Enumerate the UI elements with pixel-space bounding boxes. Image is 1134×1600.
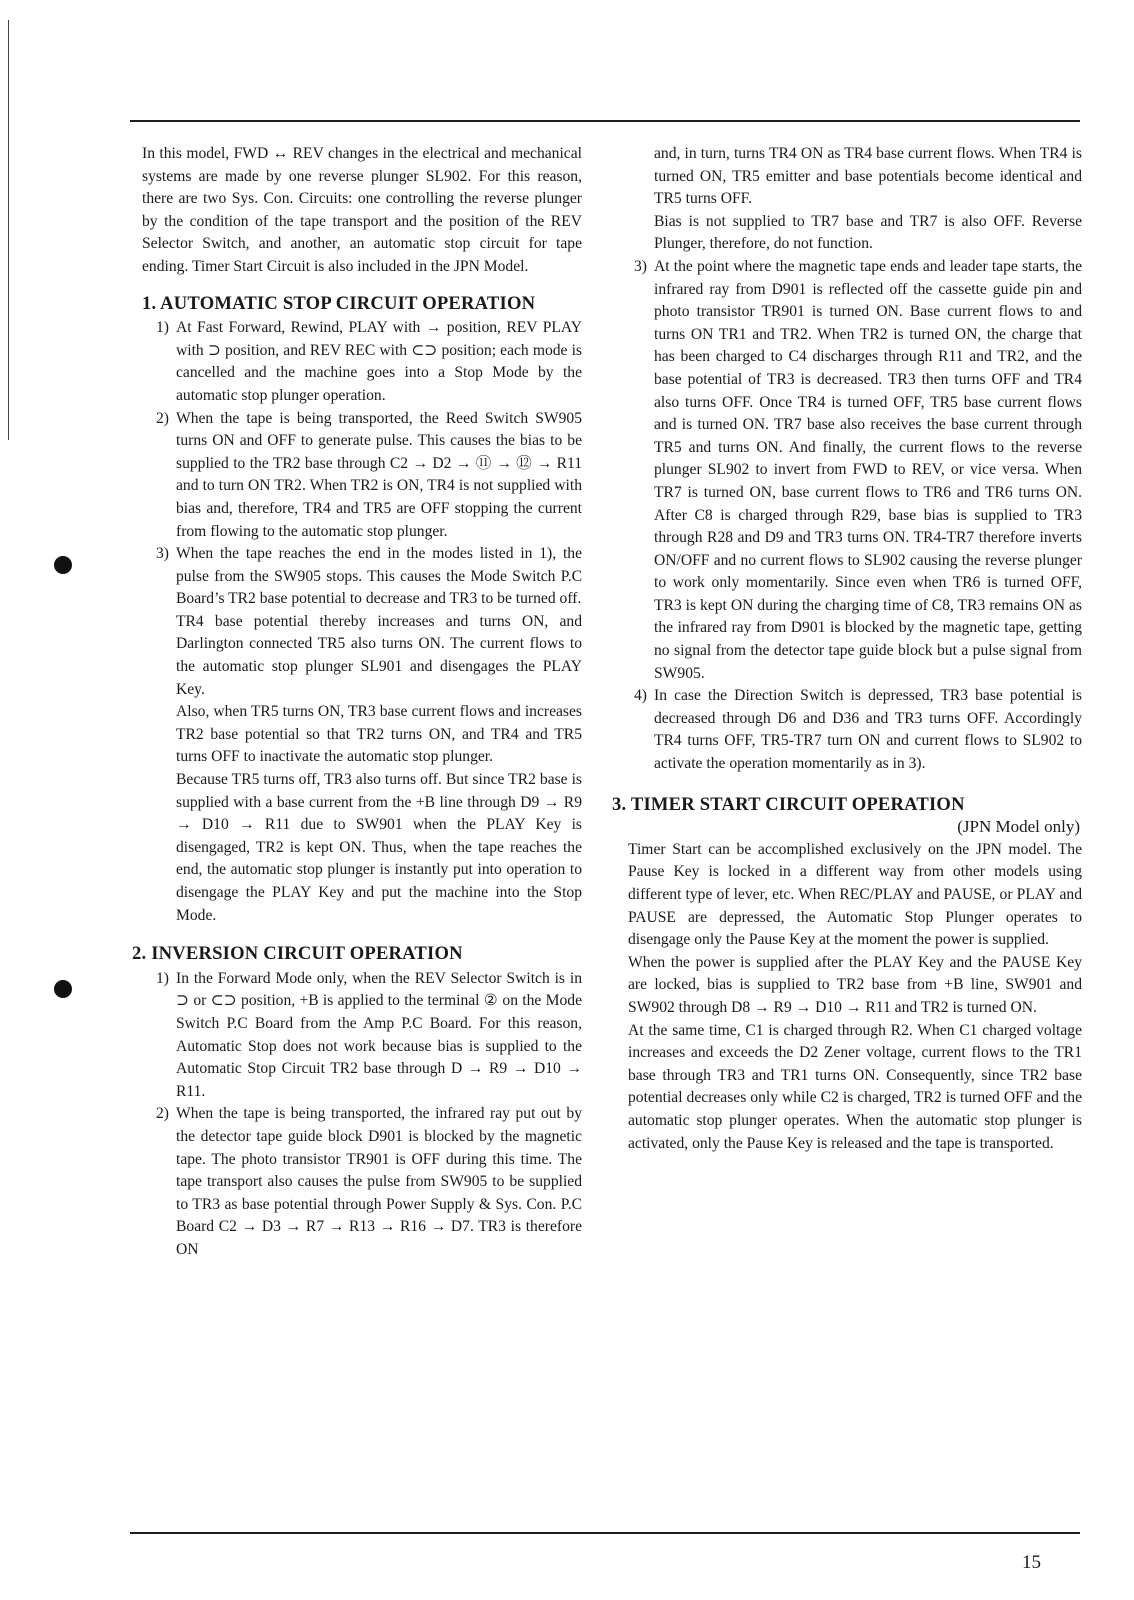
item-number: 1) bbox=[156, 319, 169, 337]
paragraph: At the same time, C1 is charged through R2. When C1 charged voltage increases and exceeds the D2 Zener voltage, current flows to the TR1 base through TR3 and TR1 turns ON. Consequently, since TR2 base potential decreases only while C2 is charged, TR2 is turned OFF and the automatic stop plunger operates. When the automatic stop plunger is activated, only the Pause Key is released and the tape is transported. bbox=[628, 1021, 1082, 1152]
continuation-paragraph: Because TR5 turns off, TR3 also turns off. But since TR2 base is supplied with a base current from the +B line through D9 → R9 → D10 → R11 due to SW901 when the PLAY Key is disengaged, TR2 is kept ON. Thus, when the tape reaches the end, the automatic stop plunger is instantly put into operation to disengage the PLAY Key and put the machine into the Stop Mode. bbox=[176, 771, 582, 924]
section-subheading: (JPN Model only) bbox=[957, 817, 1080, 837]
item-number: 2) bbox=[156, 1105, 169, 1123]
footer-rule bbox=[130, 1532, 1080, 1534]
item-text: When the tape is being transported, the Reed Switch SW905 turns ON and OFF to generate pulse. This causes the bias to be supplied to the TR2 base through C2 → D2 → ⑪ → ⑫ → R11 and to turn ON TR2. When TR2 is ON, TR4 is not supplied with bias and, therefore, TR4 and TR5 are OFF stopping the current from flowing to the automatic stop plunger. bbox=[176, 409, 582, 540]
section-heading-automatic-stop: 1. AUTOMATIC STOP CIRCUIT OPERATION bbox=[142, 292, 536, 314]
list-item bbox=[142, 317, 582, 407]
binder-hole bbox=[54, 980, 72, 998]
item-text: When the tape is being transported, the infrared ray put out by the detector tape guide block D901 is blocked by the magnetic tape. The photo transistor TR901 is OFF during this time. The tape transport also causes the pulse from SW905 to be supplied to TR3 as base potential through Power Supply & Sys. Con. P.C Board C2 → D3 → R7 → R13 → R16 → D7. TR3 is therefore ON bbox=[176, 1105, 582, 1258]
paragraph: Timer Start can be accomplished exclusively on the JPN model. The Pause Key is locked in a different way from other models using different type of lever, etc. When REC/PLAY and PAUSE, or PLAY and PAUSE are depressed, the Automatic Stop Plunger operates to disengage only the Pause Key at the moment the power is supplied. bbox=[628, 840, 1082, 949]
continuation-paragraph: Also, when TR5 turns ON, TR3 base current flows and increases TR2 base potential so that TR2 turns ON, and TR4 and TR5 turns OFF to inactivate the automatic stop plunger. bbox=[176, 703, 582, 766]
item-text: At Fast Forward, Rewind, PLAY with → position, REV PLAY with ⊃ position, and REV REC with ⊂⊃ position; each mode is cancelled and the machine goes into a Stop Mode by the automatic stop plunger operation. bbox=[176, 319, 582, 404]
list-item bbox=[620, 256, 1082, 685]
item-text: At the point where the magnetic tape ends and leader tape starts, the infrared ray from D901 is reflected off the cassette guide pin and photo transistor TR901 is turned ON. Base current flows to and turns ON TR1 and TR2. When TR2 is turned ON, the charge that has been charged to C4 discharges through R11 and TR2, and the base potential of TR3 is decreased. TR3 then turns OFF and TR4 also turns OFF. Once TR4 is turned OFF, TR5 base current flows and is turned ON. TR7 base also receives the base current through TR5 and turns ON. And finally, the current flows to the reverse plunger SL902 to invert from FWD to REV, or vice versa. When TR7 is turned ON, base current flows to TR6 and TR6 turns ON. After C8 is charged through R29, base bias is supplied to TR3 through R28 and D9 and TR3 turns ON. TR4-TR7 therefore inverts ON/OFF and no current flows to SL902 causing the reverse plunger to work only momentarily. Since even when TR6 is turned OFF, TR3 is kept ON during the charging time of C8, TR3 remains ON as the infrared ray from D901 is blocked by the magnetic tape, getting no signal from the detector tape guide block but a pulse signal from SW905. bbox=[654, 257, 1082, 682]
binder-hole bbox=[54, 556, 72, 574]
continuation-paragraph: and, in turn, turns TR4 ON as TR4 base current flows. When TR4 is turned ON, TR5 emitter and base potentials become identical and TR5 turns OFF. bbox=[654, 145, 1082, 208]
section-heading-inversion: 2. INVERSION CIRCUIT OPERATION bbox=[132, 943, 463, 965]
page-edge-line bbox=[8, 20, 9, 440]
item-number: 2) bbox=[156, 409, 169, 427]
list-item bbox=[142, 1103, 582, 1261]
paragraph: When the power is supplied after the PLAY Key and the PAUSE Key are locked, bias is supplied to TR2 base from +B line, SW901 and SW902 through D8 → R9 → D10 → R11 and TR2 is turned ON. bbox=[628, 953, 1082, 1016]
page-number: 15 bbox=[1022, 1552, 1041, 1573]
right-column bbox=[612, 143, 1082, 1155]
item-text: In the Forward Mode only, when the REV Selector Switch is in ⊃ or ⊂⊃ position, +B is applied to the terminal ② on the Mode Switch P.C Board from the Amp P.C Board. For this reason, Automatic Stop does not work because bias is supplied to the Automatic Stop Circuit TR2 base through D → R9 → D10 → R11. bbox=[176, 969, 582, 1100]
list-item bbox=[620, 685, 1082, 775]
item-number: 4) bbox=[634, 687, 647, 705]
timer-section-body bbox=[620, 839, 1082, 1155]
list-item bbox=[142, 968, 582, 1104]
item-number: 3) bbox=[634, 257, 647, 275]
list-item bbox=[142, 408, 582, 544]
continuation-paragraph: TR4 base potential thereby increases and turns ON, and Darlington connected TR5 also turns ON. The current flows to the automatic stop plunger SL901 and disengages the PLAY Key. bbox=[176, 612, 582, 698]
item-text: When the tape reaches the end in the modes listed in 1), the pulse from the SW905 stops. This causes the Mode Switch P.C Board’s TR2 base potential to decrease and TR3 to be turned off. bbox=[176, 545, 582, 608]
item-number: 1) bbox=[156, 969, 169, 987]
intro-paragraph: In this model, FWD ↔ REV changes in the electrical and mechanical systems are made by one reverse plunger SL902. For this reason, there are two Sys. Con. Circuits: one controlling the reverse plunger by the condition of the tape transport and the position of the REV Selector Switch, and another, an automatic stop circuit for tape ending. Timer Start Circuit is also included in the JPN Model. bbox=[142, 145, 582, 275]
list-item bbox=[142, 543, 582, 611]
section-heading-timer-start: 3. TIMER START CIRCUIT OPERATION bbox=[612, 793, 965, 815]
item-text: In case the Direction Switch is depressed, TR3 base potential is decreased through D6 and D36 and TR3 turns OFF. Accordingly TR4 turns OFF, TR5-TR7 turn ON and current flows to SL902 to activate the operation momentarily as in 3). bbox=[654, 687, 1082, 773]
left-column bbox=[132, 143, 582, 1262]
continuation-paragraph: Bias is not supplied to TR7 base and TR7 is also OFF. Reverse Plunger, therefore, do not function. bbox=[654, 212, 1082, 253]
item-number: 3) bbox=[156, 545, 169, 563]
header-rule bbox=[130, 120, 1080, 122]
